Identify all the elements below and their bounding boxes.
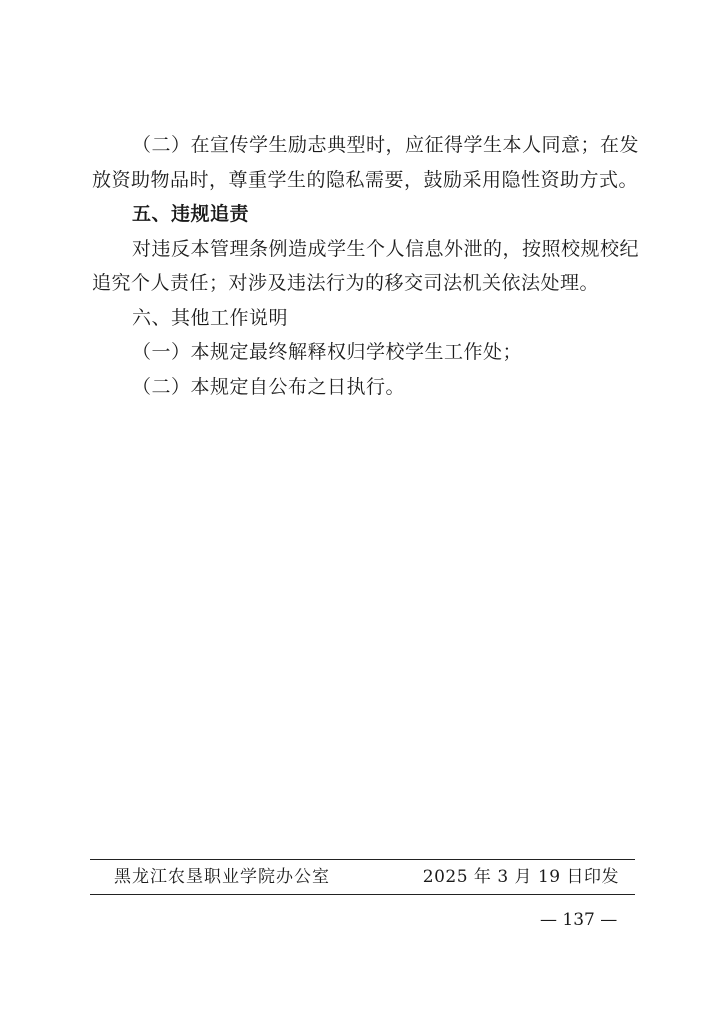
paragraph-line: 放资助物品时，尊重学生的隐私需要，鼓励采用隐性资助方式。 <box>92 168 639 191</box>
document-body <box>92 128 640 404</box>
paragraph-line: 六、其他工作说明 <box>132 306 289 329</box>
footer-date: 2025 年 3 月 19 日印发 <box>422 867 619 887</box>
footer-issuer: 黑龙江农垦职业学院办公室 <box>114 867 330 887</box>
paragraph-line: （一）本规定最终解释权归学校学生工作处； <box>132 341 523 363</box>
paragraph-line: （二）在宣传学生励志典型时，应征得学生本人同意；在发 <box>132 134 640 156</box>
paragraph-line: （二）本规定自公布之日执行。 <box>132 375 406 398</box>
footer-bottom-rule <box>90 894 635 895</box>
footer-top-rule <box>90 859 635 860</box>
paragraph-line: 追究个人责任；对涉及违法行为的移交司法机关依法处理。 <box>92 272 600 294</box>
page-number: — 137 — <box>540 910 618 930</box>
section-heading: 五、违规追责 <box>132 203 250 225</box>
footer-row <box>90 863 635 891</box>
paragraph-line: 对违反本管理条例造成学生个人信息外泄的，按照校规校纪 <box>132 237 640 260</box>
